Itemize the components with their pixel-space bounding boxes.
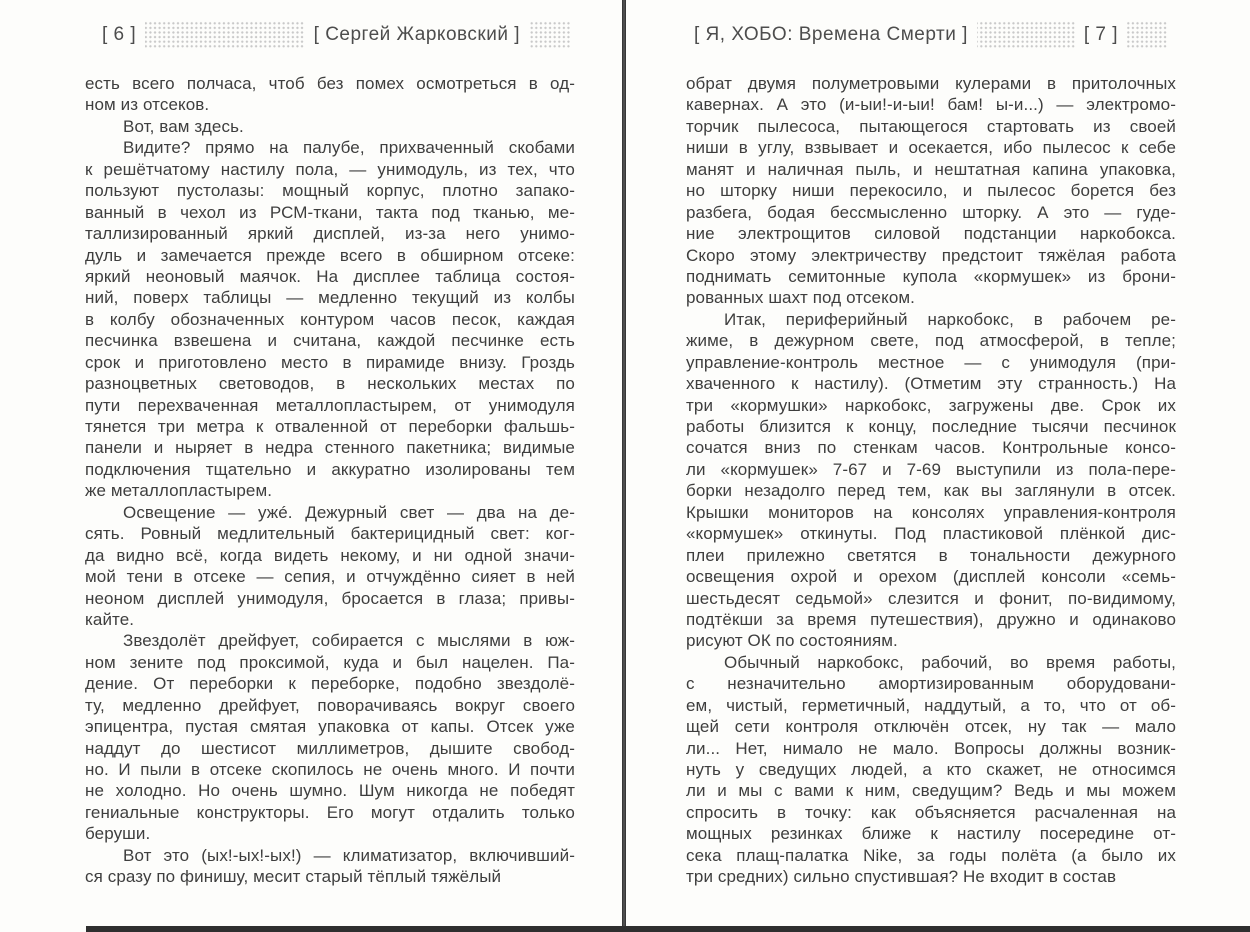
text-line: спросить в точку: как объясняется расчаленная на	[686, 802, 1176, 822]
text-line: ли «кормушек» 7-67 и 7-69 выступили из пола-пере-	[686, 459, 1176, 479]
paragraph	[686, 73, 1176, 309]
text-line: торчик пылесоса, пытающегося стартовать из своей	[686, 116, 1176, 136]
text-line: есть всего полчаса, чтоб без помех осмотреться в од-	[85, 74, 575, 93]
text-line: ли... Нет, нимало не мало. Вопросы должны возник-	[686, 738, 1176, 758]
text-line: шестьдесят седьмой» слезится и фонит, по-видимому,	[686, 588, 1176, 608]
text-line: ний, поверх таблицы — медленно текущий из колбы	[85, 288, 575, 308]
text-line: плеи прилежно светятся в тональности дежурного	[686, 545, 1176, 565]
text-line: сять. Ровный медлительный бактерицидный свет: ког-	[85, 524, 575, 544]
text-line: рованных шахт под отсеком.	[686, 288, 915, 308]
text-line: панели и ныряет в недра стенного пакетника; видимые	[85, 438, 575, 458]
left-page-header	[93, 21, 571, 48]
right-page-running-title: [ Я, ХОБО: Времена Смерти ]	[685, 21, 977, 48]
paragraph	[686, 309, 1176, 652]
text-line: пути перехваченная металлопластырем, от унимодуля	[85, 395, 575, 415]
text-line: Крышки мониторов на консолях управления-контроля	[686, 502, 1176, 522]
paragraph	[85, 502, 575, 631]
text-line: освещения охрой и орехом (дисплей консоли «семь-	[686, 567, 1176, 587]
text-line: мощных резинках ближе к настилу посередине от-	[686, 824, 1176, 844]
text-line: Вот, вам здесь.	[123, 116, 244, 136]
text-line: наддут до шестисот миллиметров, дышите свобод-	[85, 738, 575, 758]
text-line: кавернах. А это (и-ыи!-и-ыи! бам! ы-и...) — электромо-	[686, 95, 1176, 115]
text-line: подтёкши за время путешествия), дружно и одинаково	[686, 609, 1176, 629]
paragraph	[85, 137, 575, 501]
text-line: мой тени в отсеке — сепия, и отчуждённо сияет в ней	[85, 567, 575, 587]
left-page-body-text	[85, 73, 575, 888]
text-line: срок и приготовлено место в пирамиде внизу. Гроздь	[85, 352, 575, 372]
text-line: неоном дисплей унимодуля, бросается в глаза; привы-	[85, 588, 575, 608]
text-line: беруши.	[85, 824, 151, 844]
text-line: дение. От переборки к переборке, подобно звездолё-	[85, 674, 575, 694]
text-line: с незначительно амортизированным оборудовани-	[686, 674, 1176, 694]
text-line: поднимать семитонные купола «кормушек» из брони-	[686, 266, 1176, 286]
right-page-body-text	[686, 73, 1176, 888]
text-line: Видите? прямо на палубе, прихваченный скобами	[123, 138, 575, 158]
text-line: три «кормушки» наркобокс, загружены две. Срок их	[686, 395, 1176, 415]
left-page-number: [ 6 ]	[93, 21, 145, 48]
text-line: манят и наличная пыль, и нештатная капина упаковка,	[686, 159, 1176, 179]
text-line: работы близится к концу, последние тысячи песчинок	[686, 417, 1176, 436]
text-line: песчинка взвешена и считана, каждой песчинке есть	[85, 331, 575, 351]
text-line: дуль и замечается прежде всего в обширном отсеке:	[85, 245, 575, 265]
header-dotted-spacer	[977, 21, 1075, 48]
text-line: не холодно. Но очень шумно. Шум никогда не победят	[85, 781, 575, 801]
text-line: же металлопластырем.	[85, 481, 273, 501]
text-line: но. И пыли в отсеке скопилось не очень много. И почти	[85, 760, 575, 779]
text-line: ние электрощитов силовой подстанции наркобокса.	[686, 224, 1176, 244]
text-line: в колбу обозначенных контуром часов песок, каждая	[85, 309, 575, 329]
text-line: нуть у сведущих людей, а кто скажет, не относимся	[686, 760, 1176, 779]
text-line: ниши в углу, взвывает и осекается, ибо пылесос к себе	[686, 138, 1176, 158]
bottom-edge-bar	[86, 926, 1250, 932]
paragraph	[85, 845, 575, 888]
text-line: ту, медленно дрейфует, поворачиваясь вокруг своего	[85, 695, 575, 715]
text-line: подключения тщательно и аккуратно изолированы тем	[85, 459, 575, 479]
text-line: Итак, периферийный наркобокс, в рабочем ре-	[724, 309, 1176, 329]
text-line: кайте.	[85, 609, 135, 629]
text-line: да видно всё, когда видеть некому, и ни одной значи-	[85, 545, 575, 565]
paragraph	[85, 116, 575, 137]
text-line: таллизированный яркий дисплей, из-за него унимо-	[85, 224, 575, 244]
text-line: к решётчатому настилу пола, — унимодуль, из тех, что	[85, 159, 575, 179]
text-line: «кормушек» откинуты. Под пластиковой плёнкой дис-	[686, 524, 1176, 544]
text-line: хваченного к настилу). (Отметим эту странность.) На	[686, 374, 1176, 394]
text-line: ли и мы с вами к ним, сведущим? Ведь и мы можем	[686, 781, 1176, 801]
page-gutter-divider	[622, 0, 626, 932]
text-line: Вот это (ых!-ых!-ых!) — климатизатор, включивший-	[123, 845, 575, 865]
text-line: три средних) сильно спустившая? Не входит в состав	[686, 867, 1117, 887]
text-line: ем, чистый, герметичный, наддутый, а то, что от об-	[686, 695, 1176, 715]
text-line: разноцветных световодов, в нескольких местах по	[85, 374, 575, 394]
text-line: борки незадолго перед тем, как вы заглянули в отсек.	[686, 481, 1176, 501]
left-page-running-title: [ Сергей Жарковский ]	[305, 21, 529, 48]
text-line: сочатся вниз по стенкам часов. Контрольные консо-	[686, 438, 1176, 458]
text-line: ном зените под проксимой, куда и был нацелен. Па-	[85, 652, 575, 672]
text-line: но шторку ниши перекосило, и пылесос борется без	[686, 181, 1176, 201]
text-line: обрат двумя полуметровыми кулерами в притолочных	[686, 74, 1176, 93]
text-line: Обычный наркобокс, рабочий, во время работы,	[724, 652, 1176, 672]
right-page-header	[685, 21, 1167, 48]
right-page-number: [ 7 ]	[1075, 21, 1127, 48]
text-line: эпицентра, пустая смятая упаковка от капы. Отсек уже	[85, 717, 575, 737]
text-line: жиме, в дежурном свете, под атмосферой, в тепле;	[686, 331, 1176, 351]
paragraph	[85, 630, 575, 844]
paragraph	[686, 652, 1176, 888]
text-line: Звездолёт дрейфует, собирается с мыслями в юж-	[123, 631, 575, 651]
paragraph	[85, 73, 575, 116]
text-line: ся сразу по финишу, месит старый тёплый тяжёлый	[85, 867, 502, 887]
text-line: яркий неоновый маячок. На дисплее таблица состоя-	[85, 266, 575, 286]
text-line: сека плащ-палатка Nike, за годы полёта (а было их	[686, 845, 1176, 865]
text-line: рисуют ОК по состояниям.	[686, 631, 898, 651]
text-line: управление-контроль местное — с унимодуля (при-	[686, 352, 1176, 372]
text-line: ном из отсеков.	[85, 95, 210, 115]
text-line: гениальные конструкторы. Его могут отдалить только	[85, 802, 575, 822]
text-line: разбега, бодая бессмысленно шторку. А это — гуде-	[686, 202, 1176, 222]
text-line: щей сети контроля отключён отсек, ну так — мало	[686, 717, 1176, 737]
header-dotted-spacer	[145, 21, 304, 48]
text-line: пользуют пустолазы: мощный корпус, плотно запако-	[85, 181, 575, 201]
text-line: тянется три метра к отваленной от переборки фальшь-	[85, 417, 575, 436]
text-line: Скоро этому электричеству предстоит тяжёлая работа	[686, 245, 1176, 265]
text-line: Освещение — ужé. Дежурный свет — два на де-	[123, 502, 575, 522]
text-line: ванный в чехол из РСМ-ткани, такта под тканью, ме-	[85, 202, 575, 222]
